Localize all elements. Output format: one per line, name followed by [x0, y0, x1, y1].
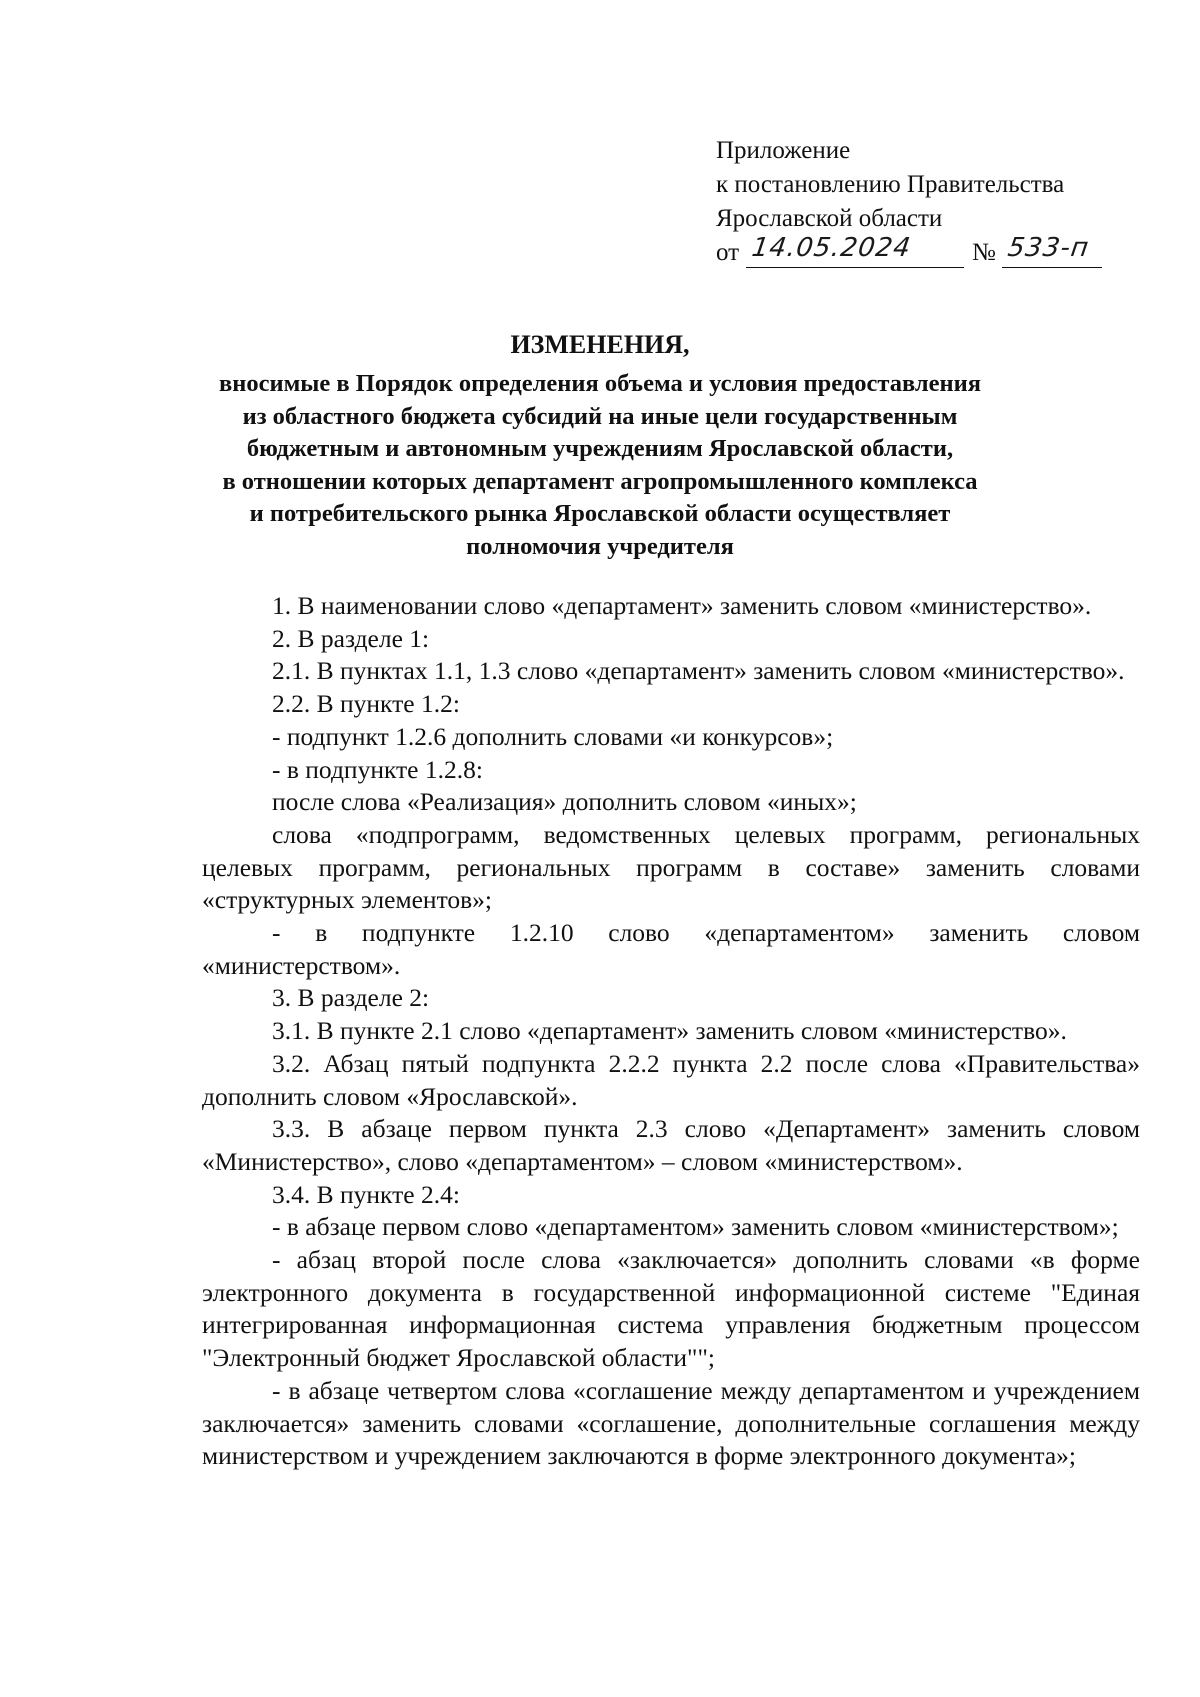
date-label: от [716, 239, 740, 266]
paragraph-3-2: 3.2. Абзац пятый подпункта 2.2.2 пункта 2.2 после слова «Правительства» дополнить словом «Ярославской». [202, 1048, 1140, 1111]
paragraph-1: 1. В наименовании слово «департамент» заменить словом «министерство». [272, 591, 1092, 620]
paragraph-3-4: 3.4. В пункте 2.4: [272, 1179, 460, 1209]
subtitle-line: и потребительского рынка Ярославской области осуществляет [249, 500, 951, 527]
document-body [202, 590, 1140, 1473]
document-title: ИЗМЕНЕНИЯ, [510, 330, 690, 359]
handwritten-number: 533-п [1005, 233, 1092, 263]
number-label: № [972, 239, 996, 266]
list-item: слова «подпрограмм, ведомственных целевых программ, региональных целевых программ, региональных программ в составе» заменить словами «структурных элементов»; [202, 819, 1140, 915]
annex-region: Ярославской области [716, 205, 943, 232]
list-item: после слова «Реализация» дополнить словом «иных»; [272, 787, 857, 817]
subtitle-line: полномочия учредителя [466, 532, 734, 560]
subtitle-line: из областного бюджета субсидий на иные цели государственным [242, 402, 958, 430]
paragraph-2: 2. В разделе 1: [272, 623, 430, 653]
paragraph-2-1: 2.1. В пунктах 1.1, 1.3 слово «департамент» заменить словом «министерство». [272, 656, 1125, 686]
list-item: - в подпункте 1.2.10 слово «департаментом» заменить словом «министерством». [202, 918, 1140, 980]
annex-reference: к постановлению Правительства [716, 171, 1065, 198]
list-item: - в абзаце первом слово «департаментом» заменить словом «министерством»; [272, 1212, 1119, 1242]
handwritten-date: 14.05.2024 [749, 233, 913, 263]
subtitle-line: бюджетным и автономным учреждениям Ярославской области, [246, 435, 954, 462]
list-item: - абзац второй после слова «заключается» дополнить словами «в форме электронного документа в государственной информационной системе "Единая интегрированная информационная система управления бюджетным процессом "Электронный бюджет Ярославской области""; [202, 1245, 1140, 1373]
annex-header [716, 134, 1092, 270]
paragraph-3-3: 3.3. В абзаце первом пункта 2.3 слово «Департамент» заменить словом «Министерство», слово «департаментом» – словом «министерством». [202, 1114, 1140, 1176]
subtitle-line: вносимые в Порядок определения объема и условия предоставления [219, 370, 981, 397]
list-item: - в подпункте 1.2.8: [272, 754, 483, 784]
annex-title: Приложение [716, 137, 851, 164]
paragraph-2-2: 2.2. В пункте 1.2: [272, 689, 460, 719]
list-item: - в абзаце четвертом слова «соглашение между департаментом и учреждением заключается» заменить словами «соглашение, дополнительные соглашения между министерством и учреждением заключаются в форме электронного документа»; [202, 1375, 1140, 1471]
paragraph-3: 3. В разделе 2: [272, 983, 430, 1013]
list-item: - подпункт 1.2.6 дополнить словами «и конкурсов»; [272, 721, 834, 751]
document-title-block [180, 330, 1020, 563]
paragraph-3-1: 3.1. В пункте 2.1 слово «департамент» заменить словом «министерство». [272, 1016, 1067, 1046]
document-subtitle [180, 368, 1020, 563]
decree-reference-line [716, 233, 1092, 270]
subtitle-line: в отношении которых департамент агропромышленного комплекса [222, 467, 978, 495]
date-field [746, 233, 964, 268]
number-field [1002, 233, 1102, 268]
